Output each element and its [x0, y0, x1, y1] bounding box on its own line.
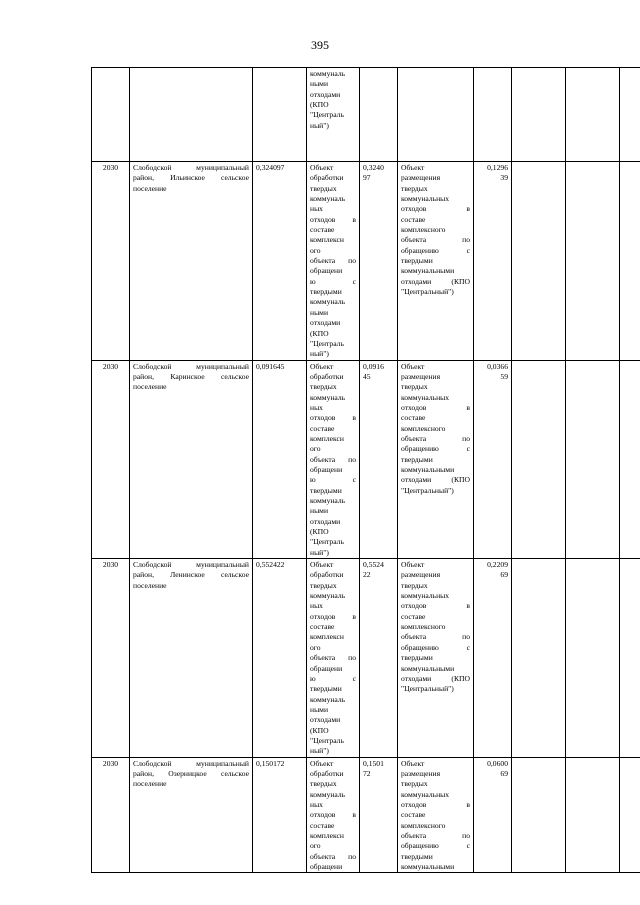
amount-cell: 0,150172: [253, 757, 307, 873]
text-line: твердых: [401, 183, 428, 193]
text-line: коммунальными: [401, 663, 455, 673]
text-line: составе: [310, 820, 335, 830]
table-row: [92, 162, 640, 361]
text-line: ными: [310, 79, 329, 89]
empty-cell: [512, 757, 566, 873]
empty-cell: [512, 360, 566, 559]
text-line: (КПО: [310, 725, 329, 735]
text-line: "Центральный"): [401, 287, 454, 297]
text-line: район, Ильинское сельское: [133, 173, 249, 183]
text-line: 39: [500, 173, 508, 183]
text-line: размещения: [401, 570, 441, 580]
text-line: ю с: [310, 673, 356, 683]
text-line: 0,3240: [363, 163, 384, 172]
value-cell: [474, 162, 512, 361]
empty-cell: [566, 559, 620, 758]
text-line: 22: [363, 570, 371, 580]
text-line: комплексн: [310, 632, 344, 642]
text-line: размещения: [401, 768, 441, 778]
empty-cell: [566, 162, 620, 361]
text-line: обращени: [310, 663, 343, 673]
text-line: район, Ленинское сельское: [133, 570, 249, 580]
text-line: коммуналь: [310, 496, 346, 505]
text-line: "Центральный"): [401, 485, 454, 495]
text-line: составе: [401, 611, 426, 621]
text-line: отходами: [310, 516, 341, 526]
text-line: коммунальными: [401, 862, 455, 872]
amount-cell: 0,091645: [253, 360, 307, 559]
text-line: отходов в: [310, 810, 356, 820]
text-line: "Централь: [310, 338, 344, 348]
text-line: обращени: [310, 862, 343, 872]
text-line: объекта по: [401, 632, 470, 642]
capacity-cell: [360, 757, 398, 873]
text-line: Объект: [401, 361, 425, 371]
text-line: твердыми: [401, 851, 433, 861]
text-line: 69: [500, 570, 508, 580]
text-line: составе: [310, 622, 335, 632]
text-line: обращению с: [401, 642, 470, 652]
disposal-facility-cell: [398, 559, 474, 758]
empty-cell: [620, 360, 640, 559]
text-line: 59: [500, 371, 508, 381]
empty-cell: [620, 757, 640, 873]
text-line: ный"): [310, 120, 329, 130]
text-line: ю с: [310, 276, 356, 286]
text-line: отходами (КПО: [401, 673, 470, 683]
text-line: поселение: [133, 382, 167, 392]
text-line: коммуналь: [310, 789, 346, 799]
disposal-facility-cell: [398, 757, 474, 873]
text-line: составе: [401, 214, 426, 224]
text-line: твердых: [310, 183, 337, 193]
text-line: Объект: [310, 758, 334, 768]
amount-cell: 0,552422: [253, 559, 307, 758]
text-line: обработки: [310, 371, 344, 381]
text-line: 0,1501: [363, 758, 384, 768]
text-line: отходами: [310, 318, 341, 328]
text-line: обращению с: [401, 444, 470, 454]
text-line: объекта по: [310, 851, 356, 861]
text-line: ных: [310, 601, 323, 611]
text-line: отходами: [310, 89, 341, 99]
text-line: твердыми: [310, 485, 342, 495]
text-line: коммунальными: [401, 464, 455, 474]
text-line: обращению с: [401, 841, 470, 851]
year-cell: [92, 68, 130, 162]
text-line: твердых: [401, 382, 428, 392]
text-line: 69: [500, 768, 508, 778]
capacity-cell: [360, 360, 398, 559]
text-line: коммунальных: [401, 194, 450, 204]
empty-cell: [512, 68, 566, 162]
empty-cell: [566, 757, 620, 873]
text-line: обработки: [310, 173, 344, 183]
text-line: твердых: [310, 779, 337, 789]
empty-cell: [566, 68, 620, 162]
text-line: объекта по: [310, 454, 356, 464]
text-line: отходов в: [401, 799, 470, 809]
text-line: ого: [310, 841, 321, 851]
text-line: ных: [310, 799, 323, 809]
text-line: 45: [363, 371, 371, 381]
text-line: комплексного: [401, 423, 446, 433]
text-line: отходов в: [310, 214, 356, 224]
text-line: составе: [310, 225, 335, 235]
text-line: Слободской муниципальный: [133, 163, 249, 172]
processing-object-cell: [307, 162, 360, 361]
amount-cell: 0,324097: [253, 162, 307, 361]
table-row: [92, 68, 640, 162]
text-line: ный"): [310, 547, 329, 557]
text-line: ными: [310, 307, 329, 317]
text-line: коммунальных: [401, 591, 450, 601]
text-line: (КПО: [310, 328, 329, 338]
text-line: (КПО: [310, 527, 329, 537]
text-line: составе: [401, 810, 426, 820]
processing-object-cell: [307, 68, 360, 162]
text-line: объекта по: [310, 653, 356, 663]
value-cell: [474, 68, 512, 162]
text-line: ными: [310, 704, 329, 714]
text-line: коммуналь: [310, 392, 346, 402]
text-line: отходами (КПО: [401, 276, 470, 286]
text-line: объекта по: [401, 831, 470, 840]
text-line: комплексного: [401, 622, 446, 632]
text-line: 72: [363, 768, 371, 778]
processing-object-cell: [307, 757, 360, 873]
page-number: 395: [311, 38, 329, 52]
text-line: ных: [310, 204, 323, 214]
empty-cell: [512, 559, 566, 758]
text-line: Объект: [310, 361, 334, 371]
municipality-cell: [130, 559, 253, 758]
text-line: обработки: [310, 768, 344, 778]
text-line: обращени: [310, 464, 343, 474]
text-line: обработки: [310, 570, 344, 580]
amount-cell: [253, 68, 307, 162]
disposal-facility-cell: [398, 360, 474, 559]
empty-cell: [620, 162, 640, 361]
text-line: 0,0366: [487, 361, 508, 371]
processing-object-cell: [307, 360, 360, 559]
empty-cell: [620, 559, 640, 758]
disposal-facility-cell: [398, 68, 474, 162]
text-line: твердыми: [310, 287, 342, 297]
text-line: твердых: [401, 580, 428, 590]
text-line: составе: [401, 413, 426, 423]
waste-flow-table: [91, 67, 640, 873]
capacity-cell: [360, 162, 398, 361]
empty-cell: [512, 162, 566, 361]
value-cell: [474, 757, 512, 873]
text-line: 0,0916: [363, 361, 384, 371]
text-line: ных: [310, 402, 323, 412]
text-line: поселение: [133, 779, 167, 789]
text-line: комплексного: [401, 820, 446, 830]
text-line: Объект: [401, 758, 425, 768]
value-cell: [474, 559, 512, 758]
table-row: [92, 559, 640, 758]
text-line: поселение: [133, 580, 167, 590]
text-line: 0,2209: [487, 560, 508, 570]
municipality-cell: [130, 68, 253, 162]
year-cell: 2030: [92, 757, 130, 873]
text-line: коммуналь: [310, 591, 346, 601]
text-line: твердыми: [401, 454, 433, 464]
year-cell: 2030: [92, 559, 130, 758]
text-line: (КПО: [310, 100, 329, 110]
text-line: размещения: [401, 371, 441, 381]
text-line: отходами (КПО: [401, 475, 470, 485]
text-line: Объект: [310, 560, 334, 570]
text-line: район, Каринское сельское: [133, 371, 249, 381]
text-line: коммунальных: [401, 789, 450, 799]
municipality-cell: [130, 162, 253, 361]
text-line: Объект: [310, 163, 334, 172]
text-line: поселение: [133, 183, 167, 193]
text-line: обращени: [310, 266, 343, 276]
text-line: твердыми: [401, 653, 433, 663]
text-line: Слободской муниципальный: [133, 361, 249, 371]
processing-object-cell: [307, 559, 360, 758]
text-line: Объект: [401, 560, 425, 570]
text-line: ными: [310, 506, 329, 516]
municipality-cell: [130, 757, 253, 873]
municipality-cell: [130, 360, 253, 559]
text-line: район, Озерницкое сельское: [133, 768, 249, 778]
text-line: коммуналь: [310, 297, 346, 307]
text-line: ого: [310, 245, 321, 255]
capacity-cell: [360, 559, 398, 758]
text-line: отходами: [310, 715, 341, 725]
text-line: размещения: [401, 173, 441, 183]
year-cell: 2030: [92, 360, 130, 559]
text-line: 0,5524: [363, 560, 384, 570]
text-line: обращению с: [401, 245, 470, 255]
text-line: 0,1296: [487, 163, 508, 172]
text-line: коммунальных: [401, 392, 450, 402]
text-line: твердыми: [401, 256, 433, 266]
text-line: объекта по: [310, 256, 356, 266]
text-line: твердых: [401, 779, 428, 789]
text-line: Объект: [401, 163, 425, 172]
text-line: коммуналь: [310, 694, 346, 704]
text-line: 97: [363, 173, 371, 183]
text-line: Слободской муниципальный: [133, 758, 249, 768]
value-cell: [474, 360, 512, 559]
text-line: комплексн: [310, 235, 344, 245]
text-line: отходов в: [310, 413, 356, 423]
empty-cell: [620, 68, 640, 162]
text-line: ю с: [310, 475, 356, 485]
text-line: отходов в: [401, 601, 470, 611]
disposal-facility-cell: [398, 162, 474, 361]
text-line: комплексного: [401, 225, 446, 235]
text-line: "Централь: [310, 110, 344, 120]
table-row: [92, 757, 640, 873]
text-line: комплексн: [310, 433, 344, 443]
text-line: ого: [310, 444, 321, 454]
table-row: [92, 360, 640, 559]
text-line: твердыми: [310, 684, 342, 694]
text-line: твердых: [310, 580, 337, 590]
text-line: "Централь: [310, 735, 344, 745]
text-line: твердых: [310, 382, 337, 392]
text-line: ный"): [310, 349, 329, 359]
text-line: "Централь: [310, 537, 344, 547]
text-line: ный"): [310, 746, 329, 756]
text-line: отходов в: [401, 402, 470, 412]
text-line: 0,0600: [487, 758, 508, 768]
text-line: составе: [310, 423, 335, 433]
text-line: коммуналь: [310, 194, 346, 204]
text-line: объекта по: [401, 235, 470, 245]
text-line: отходов в: [401, 204, 470, 214]
capacity-cell: [360, 68, 398, 162]
empty-cell: [566, 360, 620, 559]
year-cell: 2030: [92, 162, 130, 361]
text-line: ого: [310, 642, 321, 652]
text-line: комплексн: [310, 831, 344, 840]
text-line: "Центральный"): [401, 684, 454, 694]
text-line: коммунальными: [401, 266, 455, 276]
text-line: Слободской муниципальный: [133, 560, 249, 570]
text-line: коммуналь: [310, 69, 346, 78]
text-line: объекта по: [401, 433, 470, 443]
text-line: отходов в: [310, 611, 356, 621]
